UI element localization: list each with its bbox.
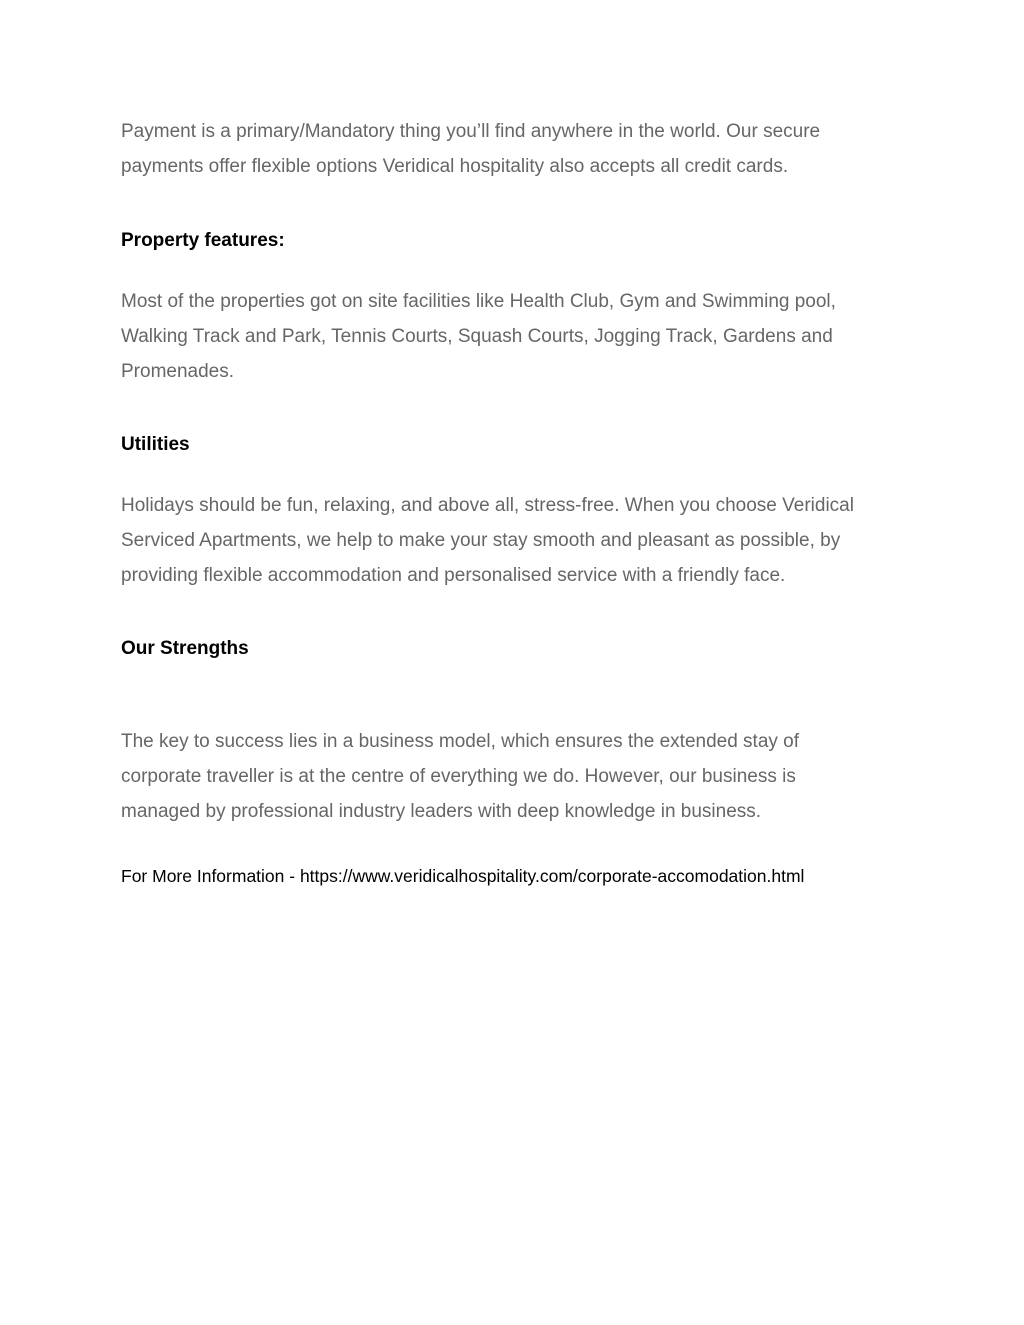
- property-features-section: [121, 229, 911, 253]
- property-features-heading: Property features:: [121, 230, 285, 251]
- strengths-line-2: corporate traveller is at the centre of everything we do. However, our business is: [121, 766, 796, 787]
- property-features-paragraph: [121, 284, 911, 389]
- strengths-paragraph: [121, 724, 911, 829]
- utilities-line-3: providing flexible accommodation and personalised service with a friendly face.: [121, 565, 786, 586]
- utilities-line-1: Holidays should be fun, relaxing, and above all, stress-free. When you choose Veridical: [121, 495, 854, 516]
- utilities-line-2: Serviced Apartments, we help to make your stay smooth and pleasant as possible, by: [121, 530, 841, 551]
- utilities-paragraph: [121, 488, 911, 593]
- more-info-line: [121, 864, 921, 888]
- more-info-link[interactable]: https://www.veridicalhospitality.com/corporate-accomodation.html: [299, 866, 805, 886]
- strengths-line-1: The key to success lies in a business model, which ensures the extended stay of: [121, 731, 800, 752]
- intro-paragraph: [121, 114, 911, 184]
- intro-line-2: payments offer flexible options Veridical hospitality also accepts all credit cards.: [121, 156, 789, 177]
- strengths-section: [121, 637, 911, 661]
- utilities-heading: Utilities: [121, 434, 190, 455]
- property-features-line-2: Walking Track and Park, Tennis Courts, Squash Courts, Jogging Track, Gardens and: [121, 326, 833, 347]
- strengths-heading: Our Strengths: [121, 638, 249, 659]
- property-features-line-3: Promenades.: [121, 361, 235, 382]
- more-info-label: For More Information -: [121, 866, 300, 886]
- more-info-text: [121, 864, 921, 888]
- utilities-section: [121, 433, 911, 457]
- intro-line-1: Payment is a primary/Mandatory thing you’ll find anywhere in the world. Our secure: [121, 121, 821, 142]
- property-features-line-1: Most of the properties got on site facilities like Health Club, Gym and Swimming pool,: [121, 291, 836, 312]
- strengths-line-3: managed by professional industry leaders with deep knowledge in business.: [121, 801, 762, 822]
